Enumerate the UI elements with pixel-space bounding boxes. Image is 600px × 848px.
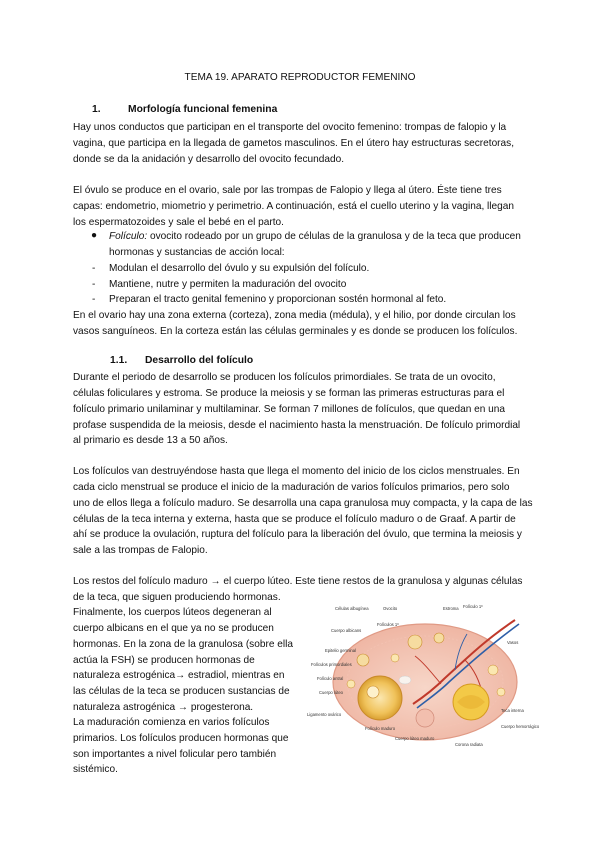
paragraph-line: células foliculares y estroma. Se produce la meiosis y se forman las primeras estructuras para el: [73, 388, 505, 399]
dash-marker: -: [92, 263, 96, 274]
dash-item: Preparan el tracto genital femenino y proporcionan sostén hormonal al feto.: [109, 294, 447, 305]
section-1-heading: Morfología funcional femenina: [128, 104, 278, 115]
paragraph-line: naturaleza astrogénica → progesterona.: [73, 702, 254, 713]
section-1-1-heading: Desarrollo del folículo: [145, 355, 254, 366]
dash-item: Modulan el desarrollo del óvulo y su expulsión del folículo.: [109, 263, 370, 274]
paragraph-line: folículo primario unilaminar y multilaminar. Se forman 7 millones de folículos, que quedan en una: [73, 404, 506, 415]
paragraph-line: células de la teca interna y externa, hasta que se produce el folículo maduro o de Graaf. A partir de: [73, 514, 516, 525]
dash-marker: -: [92, 294, 96, 305]
paragraph-line: los espermatozoides y sale el bebé en el parto.: [73, 217, 284, 228]
figure-label: Ligamento ovárico: [307, 712, 342, 717]
figure-label: Estroma: [443, 606, 459, 611]
paragraph-line: Durante el periodo de desarrollo se producen los folículos primordiales. Se trata de un ovocito,: [73, 372, 496, 383]
paragraph-line: ahí se produce la ovulación, ruptura del folículo para la liberación del óvulo, que termina la meiosis y: [73, 529, 522, 540]
paragraph-line: cuerpo albicans en el que ya no se producen: [73, 623, 274, 634]
paragraph-line: actúa la FSH) se producen hormonas de: [73, 655, 255, 666]
figure-label: Epitelio germinal: [325, 648, 356, 653]
figure-label: Teca interna: [501, 708, 524, 713]
paragraph-line: En el ovario hay una zona externa (corteza), zona media (médula), y el hilio, por donde circulan los: [73, 310, 516, 321]
paragraph-line: las células de la teca se producen sustancias de: [73, 686, 290, 697]
document-title: TEMA 19. APARATO REPRODUCTOR FEMENINO: [184, 72, 416, 83]
paragraph-line: son importantes a nivel folicular pero también: [73, 749, 277, 760]
figure-label: Corona radiata: [455, 742, 483, 747]
paragraph-line: hormonas. En la zona de la granulosa (sobre ella: [73, 639, 293, 650]
figure-label: Cuerpo albicans: [331, 628, 362, 633]
paragraph-line: al primario es desde 13 a 50 años.: [73, 435, 228, 446]
paragraph-line: El óvulo se produce en el ovario, sale por las trompas de Falopio y llega al útero. Éste tiene tres: [73, 185, 502, 196]
paragraph-line: Los restos del folículo maduro → el cuerpo lúteo. Este tiene restos de la granulosa y algunas células: [73, 576, 523, 587]
figure-label: Folículos primordiales: [311, 662, 352, 667]
figure-label: Folículo antral: [317, 676, 344, 681]
section-1-number: 1.: [92, 104, 101, 115]
figure-label: Vasos: [507, 640, 519, 645]
paragraph-line: vagina, que participa en la llegada de gametos masculinos. En el útero hay estructuras secretoras,: [73, 138, 515, 149]
section-1-1-number: 1.1.: [110, 355, 128, 366]
paragraph-line: sistémico.: [73, 764, 118, 775]
figure-label: Cuerpo hemorrágico: [501, 724, 540, 729]
paragraph-line: Finalmente, los cuerpos lúteos degeneran al: [73, 607, 272, 618]
figure-label: Folículo 1º: [463, 604, 483, 609]
paragraph-line: de la teca, que siguen produciendo hormonas.: [73, 592, 281, 603]
figure-label: Cuerpo lúteo maduro: [395, 736, 435, 741]
mature-follicle: [358, 676, 402, 720]
figure-label: Folículos 1º: [377, 622, 399, 627]
paragraph-line: donde se da la anidación y desarrollo del ovocito fecundado.: [73, 154, 345, 165]
bullet-dot: ●: [91, 230, 98, 241]
bullet-text: ovocito rodeado por un grupo de células de la granulosa y de la teca que producen: [147, 231, 521, 242]
figure-label: Cuerpo lúteo: [319, 690, 343, 695]
paragraph-line: profase suspendida de la meiosis, desde el nacimiento hasta la menstruación. De folículo primordial: [73, 420, 521, 431]
bullet-item: [109, 231, 521, 242]
paragraph-line: Hay unos conductos que participan en el transporte del ovocito femenino: trompas de falopio y la: [73, 122, 507, 133]
bullet-text-continued: hormonas y sustancias de acción local:: [109, 247, 285, 258]
dash-marker: -: [92, 279, 96, 290]
paragraph-line: naturaleza estrogénica→ estradiol, mientras en: [73, 670, 285, 681]
paragraph-line: La maduración comienza en varios folículos: [73, 717, 270, 728]
paragraph-line: cada ciclo menstrual se produce el inicio de la maduración de varios folículos primarios, pero solo: [73, 482, 510, 493]
paragraph-line: sale a las trompas de Falopio.: [73, 545, 208, 556]
paragraph-line: capas: endometrio, miometrio y perimetrio. A continuación, está el cuello uterino y la vagina, llegan: [73, 201, 514, 212]
ovary-illustration: [305, 600, 540, 752]
paragraph-line: vasos sanguíneos. En la corteza están las células germinales y es donde se producen los folículos.: [73, 326, 518, 337]
paragraph-line: primarios. Los folículos producen hormonas que: [73, 733, 289, 744]
bullet-term: Folículo:: [109, 231, 148, 242]
figure-label: Folículo maduro: [365, 726, 396, 731]
paragraph-line: Los folículos van destruyéndose hasta que llega el momento del inicio de los ciclos menstruales. En: [73, 466, 520, 477]
figure-label: Células albugínea: [335, 606, 369, 611]
dash-item: Mantiene, nutre y permiten la maduración del ovocito: [109, 279, 347, 290]
figure-label: Ovocito: [383, 606, 398, 611]
paragraph-line: uno de ellos llega a folículo maduro. Se desarrolla una capa granulosa muy compacta, y la capa de las: [73, 498, 533, 509]
